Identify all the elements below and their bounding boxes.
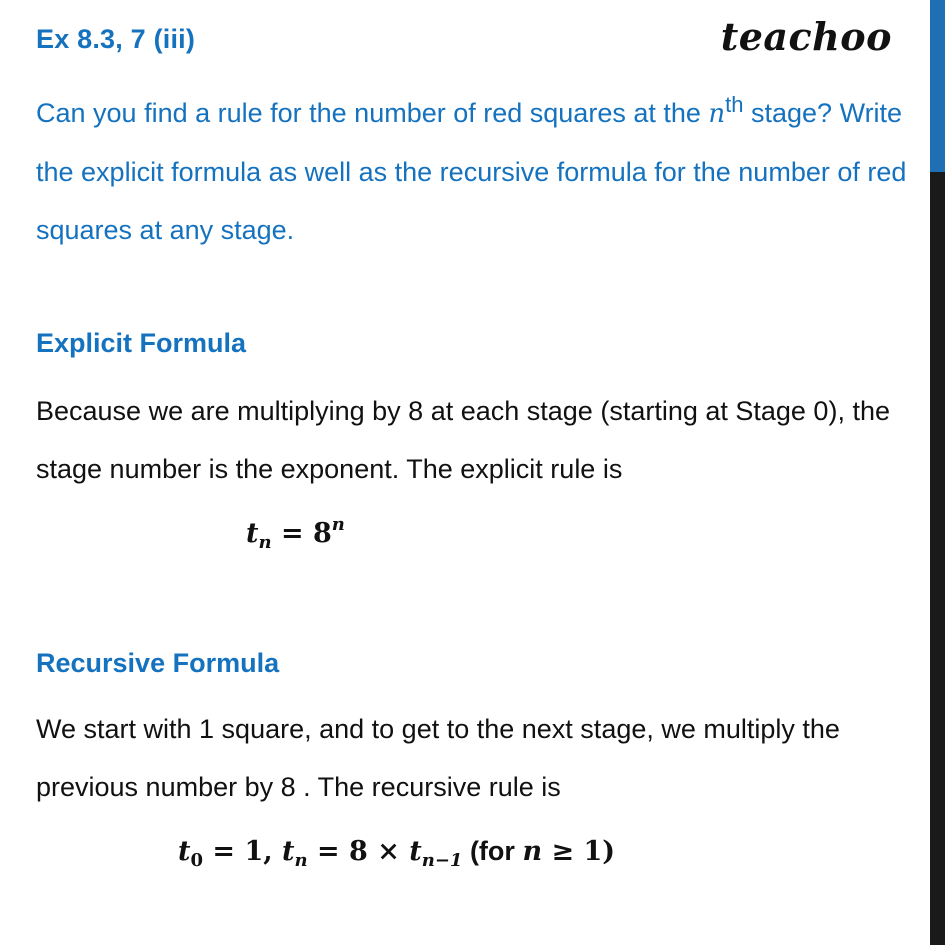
rformula-subn: n [294,850,308,871]
recursive-text: We start with 1 square, and to get to the next stage, we multiply the previous number by 8 . The recursive rule is [36,714,840,802]
explicit-formula [246,514,345,553]
formula-eq: = 8 [271,518,332,549]
rformula-eq1: = 1, [203,836,283,867]
explicit-heading: Explicit Formula [36,328,247,358]
rformula-n: n [522,836,543,867]
rformula-tn1: t [409,836,422,867]
teachoo-logo: teachoo [720,14,892,59]
right-scroll-bar [930,0,945,945]
rformula-eq2: = 8 × [307,836,410,867]
question-part2: stage? Write the explicit formula as well as the recursive formula for the number of red squares at any stage. [36,98,907,245]
question-part1: Can you find a rule for the number of red squares at the [36,98,709,128]
rformula-sub0: 0 [190,850,204,871]
rformula-tn: t [282,836,295,867]
question-variable: n [708,99,726,129]
rformula-cond: ≥ 1) [542,836,616,867]
formula-sub-n: n [258,532,272,553]
explicit-text: Because we are multiplying by 8 at each stage (starting at Stage 0), the stage number is the exponent. The explicit rule is [36,396,890,484]
right-bar-accent [930,0,945,172]
formula-t: t [246,518,259,549]
question-superscript: th [725,92,744,117]
question-text [36,84,916,259]
rformula-for-label: (for [462,836,523,866]
rformula-subn1: n−1 [421,850,463,871]
rformula-t0: t [178,836,191,867]
formula-sup-n: n [331,514,345,535]
recursive-formula [178,836,616,871]
recursive-heading: Recursive Formula [36,648,280,678]
exercise-title: Ex 8.3, 7 (iii) [36,24,196,54]
